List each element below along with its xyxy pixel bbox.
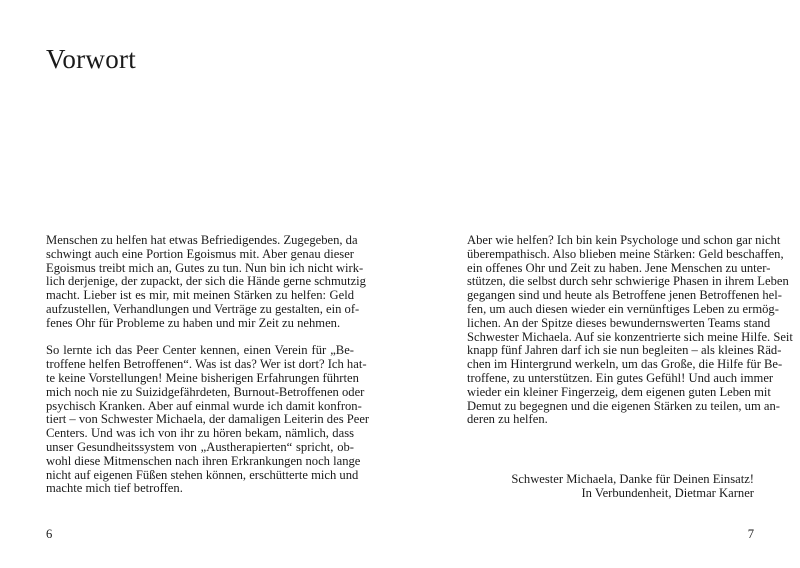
- text-line: mich noch nie zu Suizidgefährdeten, Burnout-Betroffenen oder: [46, 384, 365, 399]
- text-line: deren zu helfen.: [467, 412, 548, 427]
- text-line: macht. Lieber ist es mir, mit meinen Stärken zu helfen: Geld: [46, 288, 354, 303]
- right-body-text: [467, 233, 793, 441]
- text-line: psychisch Kranken. Aber auf einmal wurde ich damit konfron-: [46, 398, 362, 413]
- text-line: chen im Hintergrund werkeln, um das Große, die Hilfe für Be-: [467, 357, 783, 372]
- text-line: lich derjenige, der zupackt, der sich die Hände gerne schmutzig: [46, 274, 366, 289]
- text-line: gegangen sind und heute als Betroffene jenen Betroffenen hel-: [467, 288, 782, 303]
- signature: [511, 472, 754, 500]
- chapter-title: Vorwort: [46, 44, 137, 74]
- text-line: stützen, die selbst durch sehr schwierige Phasen in ihrem Leben: [467, 274, 789, 289]
- text-line: troffene, zu unterstützen. Ein gutes Gefühl! Und auch immer: [467, 370, 774, 385]
- text-line: troffene helfen Betroffenen“. Was ist das? Wer ist dort? Ich hat-: [46, 357, 367, 372]
- text-line: So lernte ich das Peer Center kennen, einen Verein für „Be-: [46, 343, 354, 358]
- text-line: Menschen zu helfen hat etwas Befriedigendes. Zugegeben, da: [46, 233, 358, 247]
- text-line: Schwester Michaela. Auf sie konzentrierte sich meine Hilfe. Seit: [467, 329, 793, 344]
- paragraph: [46, 343, 370, 496]
- text-line: ein offenes Ohr und Zeit zu haben. Jene Menschen zu unter-: [467, 260, 771, 275]
- text-line: Demut zu begegnen und die eigenen Stärken zu teilen, um an-: [467, 398, 780, 413]
- text-line: te keine Vorstellungen! Meine bisherigen Erfahrungen führten: [46, 370, 359, 385]
- page-number-left: 6: [46, 527, 53, 541]
- text-line: machte mich tief betroffen.: [46, 481, 183, 496]
- left-body-text: [46, 233, 370, 510]
- page-number-right: 7: [747, 527, 754, 541]
- right-page: [400, 0, 800, 568]
- text-line: wieder ein kleiner Fingerzeig, dem eigenen guten Leben mit: [467, 384, 771, 399]
- paragraph: [46, 233, 366, 331]
- text-line: lichen. An der Spitze dieses bewundernswerten Teams stand: [467, 315, 771, 330]
- signature-line: Schwester Michaela, Danke für Deinen Einsatz!: [511, 472, 754, 486]
- text-line: wohl diese Mitmenschen nach ihren Erkrankungen noch lange: [46, 453, 361, 468]
- signature-line: In Verbundenheit, Dietmar Karner: [581, 486, 754, 500]
- text-line: fenes Ohr für Probleme zu haben und mir Zeit zu nehmen.: [46, 315, 341, 330]
- text-line: Centers. Und was ich von ihr zu hören bekam, nämlich, dass: [46, 426, 354, 441]
- text-line: Aber wie helfen? Ich bin kein Psychologe und schon gar nicht: [467, 233, 781, 247]
- text-line: knapp fünf Jahren darf ich sie nun begleiten – als kleines Räd-: [467, 343, 782, 358]
- text-line: unser Gesundheitssystem von „Austherapierten“ spricht, ob-: [46, 439, 354, 454]
- text-line: schwingt auch eine Portion Egoismus mit. Aber genau dieser: [46, 246, 354, 261]
- text-line: tiert – von Schwester Michaela, der damaligen Leiterin des Peer: [46, 412, 370, 427]
- text-line: überempathisch. Also blieben meine Stärken: Geld beschaffen,: [467, 246, 784, 261]
- paragraph: [467, 233, 793, 427]
- text-line: nicht auf eigenen Füßen stehen können, erschütterte mich und: [46, 467, 359, 482]
- text-line: aufzustellen, Verhandlungen und Verträge zu gestalten, ein of-: [46, 301, 360, 316]
- text-line: fen, um auch diesen wieder ein vernünftiges Leben zu ermög-: [467, 301, 779, 316]
- text-line: Egoismus treibt mich an, Gutes zu tun. Nun bin ich nicht wirk-: [46, 260, 364, 275]
